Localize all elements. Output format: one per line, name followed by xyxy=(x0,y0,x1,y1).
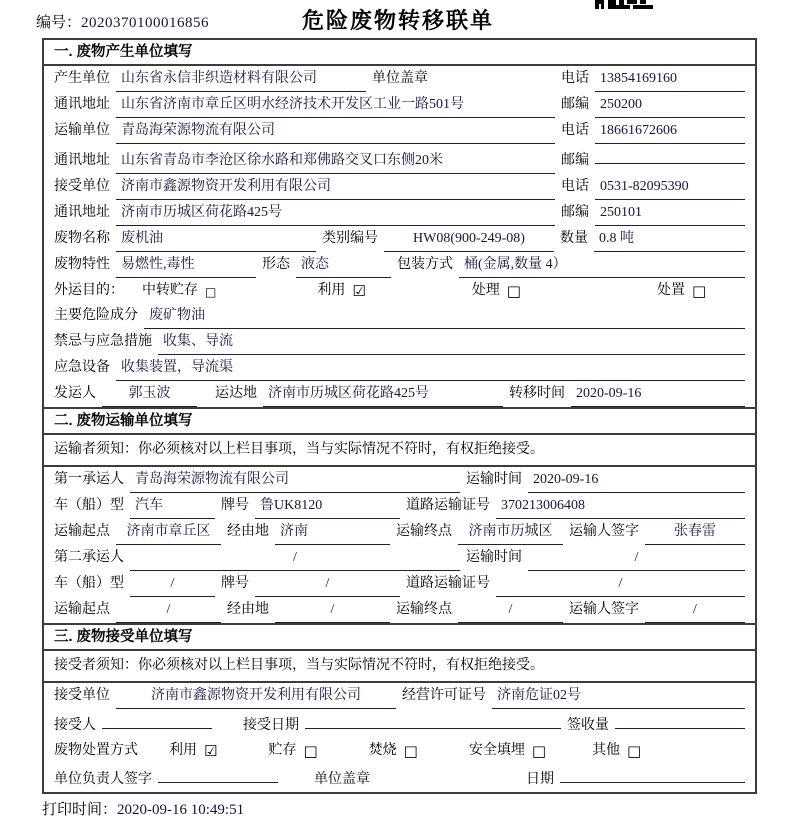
destination-label: 运达地 xyxy=(215,386,257,401)
receiver-address-row xyxy=(44,200,755,226)
endpoint-label: 运输终点 xyxy=(396,524,452,539)
transporter-phone-value: 18661672606 xyxy=(595,118,745,144)
via-label: 经由地 xyxy=(227,602,269,617)
zip-label: 邮编 xyxy=(561,97,589,112)
hazard-component-row xyxy=(44,303,755,329)
doc-number-value: 2020370100016856 xyxy=(81,15,210,31)
accept-date-value xyxy=(305,709,561,729)
purpose-option-transfer-storage xyxy=(142,278,216,303)
signed-amount-label: 签收量 xyxy=(567,718,609,733)
transfer-storage-checkbox-icon: □ xyxy=(205,284,217,299)
first-carrier-label: 第一承运人 xyxy=(54,472,124,487)
transporter-unit-row xyxy=(44,118,755,144)
receiver-unit-label: 接受单位 xyxy=(54,179,110,194)
shipper-row xyxy=(44,381,755,407)
physical-form-label: 形态 xyxy=(262,257,290,272)
producer-unit-label: 产生单位 xyxy=(54,71,110,86)
doc-number-label: 编号： xyxy=(36,15,82,31)
hazard-component-label: 主要危险成分 xyxy=(54,308,138,323)
receiver-unit-value: 济南市鑫源物资开发利用有限公司 xyxy=(116,174,555,200)
section-1-header: 一. 废物产生单位填写 xyxy=(44,40,755,66)
plate-number-label: 牌号 xyxy=(221,576,249,591)
manifest-form xyxy=(42,38,757,794)
emergency-equipment-value: 收集装置，导流渠 xyxy=(116,355,745,381)
road-permit-label: 道路运输证号 xyxy=(406,576,490,591)
option-label: 中转贮存 xyxy=(142,283,198,298)
vehicle-type-2-value: / xyxy=(130,571,215,597)
plate-number-2-value: / xyxy=(255,571,400,597)
option-label: 其他 xyxy=(592,743,621,758)
endpoint-value: 济南市历城区 xyxy=(458,519,563,545)
address-label: 通讯地址 xyxy=(54,97,110,112)
endpoint-2-value: / xyxy=(458,597,563,623)
date-label: 日期 xyxy=(526,772,554,787)
company-seal-label: 单位盖章 xyxy=(314,772,370,787)
transporter-unit-value: 青岛海荣源物流有限公司 xyxy=(116,118,555,144)
category-code-label: 类别编号 xyxy=(322,231,378,246)
recipient-label: 接受人 xyxy=(54,718,96,733)
transport-time-label: 运输时间 xyxy=(466,550,522,565)
recipient-row xyxy=(44,709,755,738)
address-label: 通讯地址 xyxy=(54,205,110,220)
producer-unit-value: 山东省永信非织造材料有限公司 xyxy=(116,66,366,92)
waste-name-value: 废机油 xyxy=(116,226,316,252)
accept-unit-label: 接受单位 xyxy=(54,688,110,703)
manager-signature-label: 单位负责人签字 xyxy=(54,772,152,787)
print-time-label: 打印时间： xyxy=(42,802,118,818)
carrier-signature-label: 运输人签字 xyxy=(569,602,639,617)
disposal-method-row xyxy=(44,738,755,763)
option-label: 处置 xyxy=(656,283,685,298)
road-permit-label: 道路运输证号 xyxy=(406,498,490,513)
accept-unit-value: 济南市鑫源物资开发利用有限公司 xyxy=(116,683,396,709)
print-time xyxy=(42,798,796,819)
option-label: 焚烧 xyxy=(368,743,397,758)
shipper-value: 郭玉波 xyxy=(102,381,197,407)
receiver-phone-value: 0531-82095390 xyxy=(595,174,745,200)
endpoint-label: 运输终点 xyxy=(396,602,452,617)
option-label: 贮存 xyxy=(268,743,297,758)
option-label: 安全填埋 xyxy=(468,743,525,758)
transporter-address-row xyxy=(44,144,755,174)
option-label: 利用 xyxy=(317,283,346,298)
producer-zip-value: 250200 xyxy=(595,92,745,118)
transport-time-2-value: / xyxy=(528,545,745,571)
print-time-value: 2020-09-16 10:49:51 xyxy=(117,802,245,818)
packing-method-label: 包装方式 xyxy=(397,257,453,272)
carrier-signature-label: 运输人签字 xyxy=(569,524,639,539)
transporter-address-value: 山东省青岛市李沧区徐水路和郑佛路交叉口东侧20米 xyxy=(116,148,555,174)
purpose-option-treat xyxy=(472,278,521,303)
signed-amount-value xyxy=(615,709,745,729)
receiver-notice: 接受者须知：你必须核对以上栏目事项，当与实际情况不符时，有权拒绝接受。 xyxy=(44,651,755,683)
receiver-unit-row xyxy=(44,174,755,200)
license-number-value: 济南危证02号 xyxy=(492,683,745,709)
page-title: 危险废物转移联单 xyxy=(301,8,494,33)
producer-address-value: 山东省济南市章丘区明水经济技术开发区工业一路501号 xyxy=(116,92,555,118)
phone-label: 电话 xyxy=(561,123,589,138)
purpose-option-utilize xyxy=(317,278,365,303)
option-label: 处理 xyxy=(471,283,500,298)
recipient-value xyxy=(102,709,212,729)
receiver-zip-value: 250101 xyxy=(595,200,745,226)
vehicle-row-2 xyxy=(44,571,755,597)
carrier-signature-2-value: / xyxy=(645,597,745,623)
license-number-label: 经营许可证号 xyxy=(402,688,486,703)
emergency-equipment-row xyxy=(44,355,755,381)
vehicle-type-label: 车（船）型 xyxy=(54,576,124,591)
via-label: 经由地 xyxy=(227,524,269,539)
disposal-option-landfill xyxy=(469,738,546,763)
category-code-value: HW08(900-249-08) xyxy=(384,226,554,252)
physical-form-value: 液态 xyxy=(296,252,391,278)
route-row-2 xyxy=(44,597,755,623)
origin-label: 运输起点 xyxy=(54,602,110,617)
transporter-zip-value xyxy=(595,144,745,164)
waste-character-row xyxy=(44,252,755,278)
manager-signature-value xyxy=(158,763,278,783)
transfer-purpose-row xyxy=(44,278,755,303)
second-carrier-row xyxy=(44,545,755,571)
road-permit-value: 370213006408 xyxy=(496,493,745,519)
disposal-option-utilize xyxy=(169,738,217,763)
transporter-unit-label: 运输单位 xyxy=(54,123,110,138)
utilize-checkbox-icon: ☑ xyxy=(352,282,366,300)
purpose-option-dispose xyxy=(657,278,706,303)
origin-label: 运输起点 xyxy=(54,524,110,539)
second-carrier-label: 第二承运人 xyxy=(54,550,124,565)
incinerate-checkbox-icon: □ xyxy=(403,742,418,760)
landfill-checkbox-icon: □ xyxy=(531,742,547,760)
phone-label: 电话 xyxy=(561,179,589,194)
via-value: 济南 xyxy=(275,519,390,545)
date-value xyxy=(560,763,745,783)
qr-code-fragment xyxy=(595,0,653,9)
vehicle-type-value: 汽车 xyxy=(130,493,215,519)
road-permit-2-value: / xyxy=(496,571,745,597)
producer-phone-value: 13854169160 xyxy=(595,66,745,92)
manager-signature-row xyxy=(44,763,755,792)
emergency-equipment-label: 应急设备 xyxy=(54,360,110,375)
shipper-label: 发运人 xyxy=(54,386,96,401)
first-carrier-row xyxy=(44,467,755,493)
waste-name-label: 废物名称 xyxy=(54,231,110,246)
option-label: 利用 xyxy=(169,743,197,758)
via-2-value: / xyxy=(275,597,390,623)
receiver-address-value: 济南市历城区荷花路425号 xyxy=(116,200,555,226)
waste-character-label: 废物特性 xyxy=(54,257,110,272)
first-carrier-value: 青岛海荣源物流有限公司 xyxy=(130,467,460,493)
transfer-time-value: 2020-09-16 xyxy=(571,381,745,407)
transfer-time-label: 转移时间 xyxy=(509,386,565,401)
packing-method-value: 桶(金属,数量 4） xyxy=(459,252,745,278)
origin-value: 济南市章丘区 xyxy=(116,519,221,545)
other-checkbox-icon: □ xyxy=(627,742,642,760)
carrier-signature-value: 张春雷 xyxy=(645,519,745,545)
accept-date-label: 接受日期 xyxy=(243,718,299,733)
transfer-purpose-label: 外运目的： xyxy=(54,283,124,298)
disposal-method-label: 废物处置方式 xyxy=(54,743,138,758)
origin-2-value: / xyxy=(116,597,221,623)
destination-value: 济南市历城区荷花路425号 xyxy=(263,381,503,407)
producer-address-row xyxy=(44,92,755,118)
second-carrier-value: / xyxy=(130,545,460,571)
waste-character-value: 易燃性,毒性 xyxy=(116,252,256,278)
disposal-option-store xyxy=(268,738,317,763)
vehicle-row-1 xyxy=(44,493,755,519)
quantity-value: 0.8 吨 xyxy=(594,226,745,252)
section-2-header: 二. 废物运输单位填写 xyxy=(44,407,755,435)
emergency-measures-row xyxy=(44,329,755,355)
store-checkbox-icon: □ xyxy=(303,742,318,760)
plate-number-label: 牌号 xyxy=(221,498,249,513)
address-label: 通讯地址 xyxy=(54,153,110,168)
utilize-checkbox-icon: ☑ xyxy=(204,742,218,760)
producer-unit-row xyxy=(44,66,755,92)
hazard-component-value: 废矿物油 xyxy=(144,303,745,329)
company-seal-label: 单位盖章 xyxy=(372,71,428,86)
quantity-label: 数量 xyxy=(560,231,588,246)
disposal-option-other xyxy=(592,738,641,763)
section-3-header: 三. 废物接受单位填写 xyxy=(44,623,755,651)
transporter-notice: 运输者须知：你必须核对以上栏目事项，当与实际情况不符时，有权拒绝接受。 xyxy=(44,435,755,467)
emergency-measures-label: 禁忌与应急措施 xyxy=(54,334,152,349)
emergency-measures-value: 收集、导流 xyxy=(158,329,745,355)
zip-label: 邮编 xyxy=(561,205,589,220)
transport-time-label: 运输时间 xyxy=(466,472,522,487)
phone-label: 电话 xyxy=(561,71,589,86)
page-header xyxy=(0,0,796,36)
treat-checkbox-icon: □ xyxy=(506,282,521,300)
transport-time-value: 2020-09-16 xyxy=(528,467,745,493)
route-row-1 xyxy=(44,519,755,545)
dispose-checkbox-icon: □ xyxy=(691,282,707,300)
accept-unit-row xyxy=(44,683,755,709)
waste-name-row xyxy=(44,226,755,252)
zip-label: 邮编 xyxy=(561,153,589,168)
plate-number-value: 鲁UK8120 xyxy=(255,493,400,519)
vehicle-type-label: 车（船）型 xyxy=(54,498,124,513)
disposal-option-incinerate xyxy=(369,738,418,763)
